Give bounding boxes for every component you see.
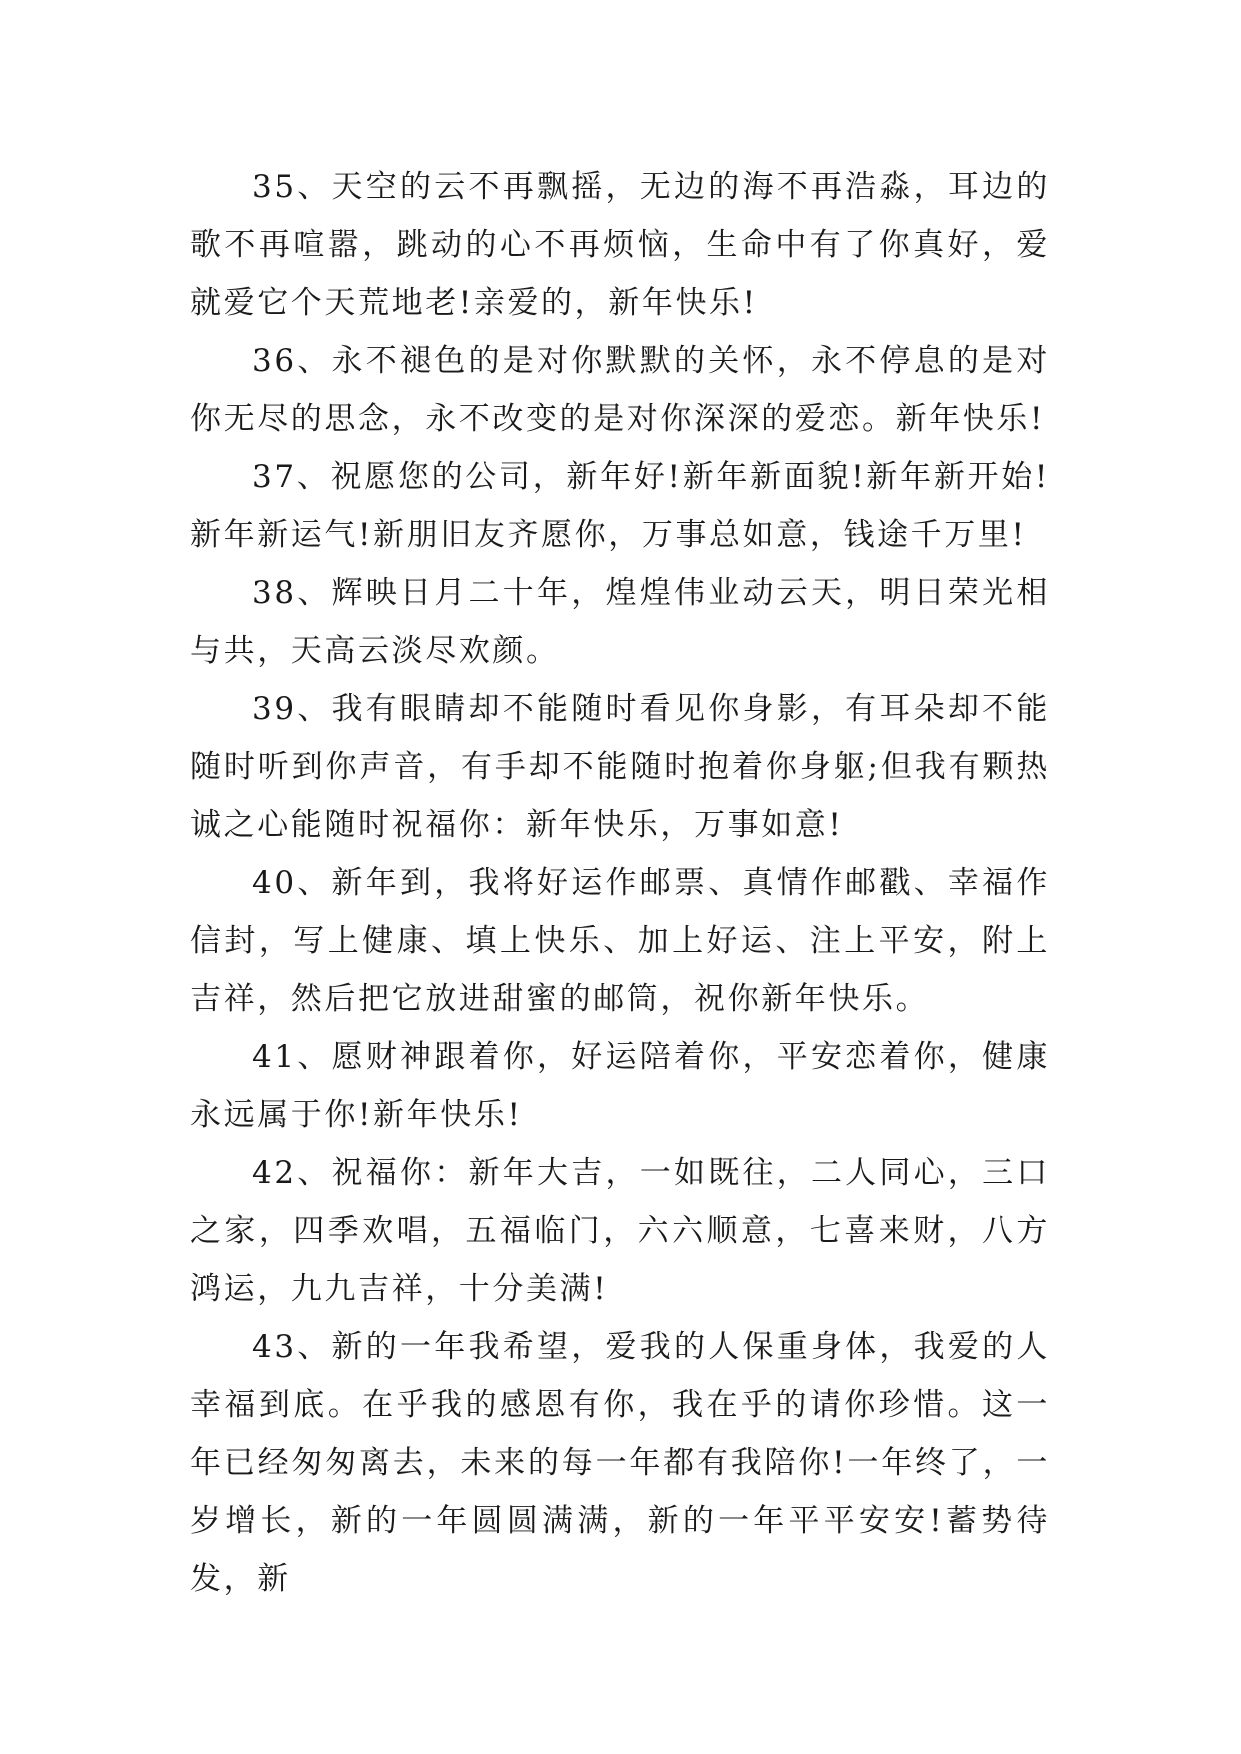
greeting-paragraph-42: 42、祝福你：新年大吉，一如既往，二人同心，三口之家，四季欢唱，五福临门，六六顺意，七喜来财，八方鸿运，九九吉祥，十分美满!	[190, 1155, 1050, 1307]
greeting-paragraph-36: 36、永不褪色的是对你默默的关怀，永不停息的是对你无尽的思念，永不改变的是对你深深的爱恋。新年快乐!	[190, 343, 1050, 437]
greeting-paragraph-40: 40、新年到，我将好运作邮票、真情作邮戳、幸福作信封，写上健康、填上快乐、加上好运、注上平安，附上吉祥，然后把它放进甜蜜的邮筒，祝你新年快乐。	[190, 865, 1050, 1017]
greeting-paragraph-41: 41、愿财神跟着你，好运陪着你，平安恋着你，健康永远属于你!新年快乐!	[190, 1039, 1050, 1133]
greeting-paragraph-35: 35、天空的云不再飘摇，无边的海不再浩淼，耳边的歌不再喧嚣，跳动的心不再烦恼，生命中有了你真好，爱就爱它个天荒地老!亲爱的，新年快乐!	[190, 169, 1050, 321]
document-body	[190, 158, 1050, 1608]
greeting-paragraph-37: 37、祝愿您的公司，新年好!新年新面貌!新年新开始!新年新运气!新朋旧友齐愿你，万事总如意，钱途千万里!	[190, 459, 1050, 553]
greeting-paragraph-43: 43、新的一年我希望，爱我的人保重身体，我爱的人幸福到底。在乎我的感恩有你，我在乎的请你珍惜。这一年已经匆匆离去，未来的每一年都有我陪你!一年终了，一岁增长，新的一年圆圆满满，新的一年平平安安!蓄势待发，新	[190, 1329, 1050, 1597]
greeting-paragraph-39: 39、我有眼睛却不能随时看见你身影，有耳朵却不能随时听到你声音，有手却不能随时抱着你身躯;但我有颗热诚之心能随时祝福你：新年快乐，万事如意!	[190, 691, 1050, 843]
greeting-paragraph-38: 38、辉映日月二十年，煌煌伟业动云天，明日荣光相与共，天高云淡尽欢颜。	[190, 575, 1050, 669]
